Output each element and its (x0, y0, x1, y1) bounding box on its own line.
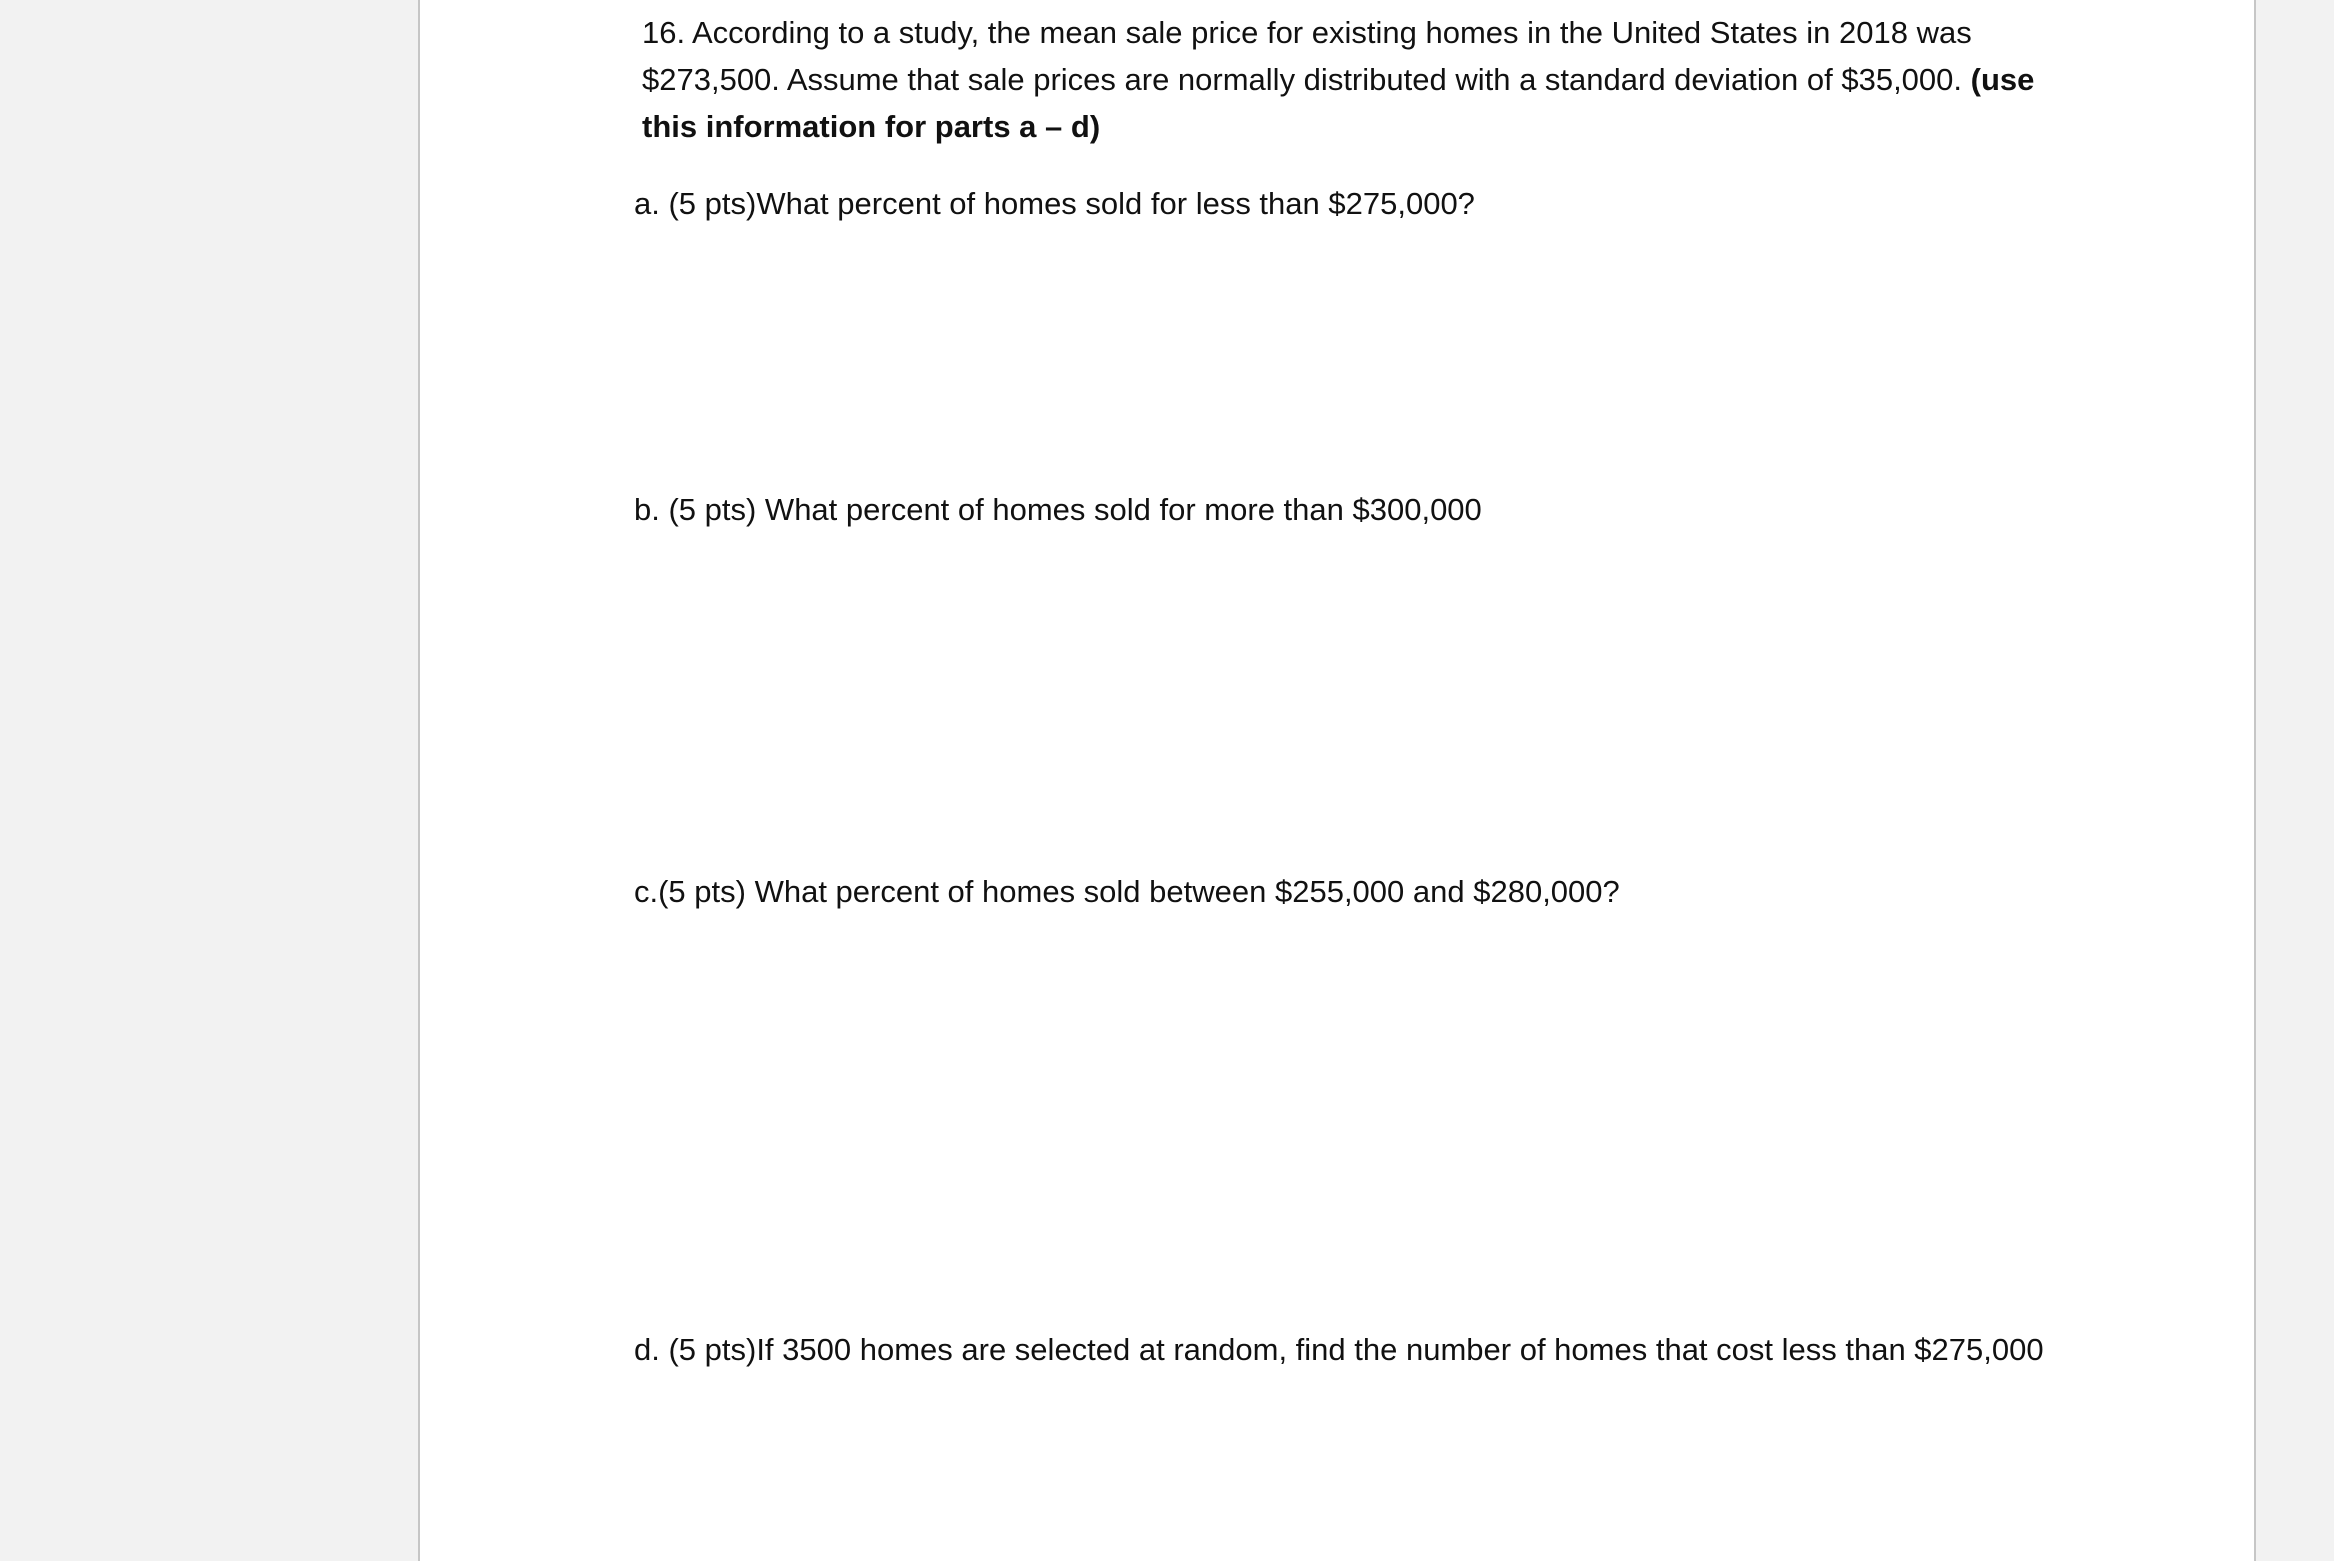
part-a-question: a. (5 pts)What percent of homes sold for less than $275,000? (634, 186, 1475, 221)
question-instruction-bold-start: (use (1970, 62, 2035, 97)
question-line-2 (642, 62, 2034, 98)
part-b-question: b. (5 pts) What percent of homes sold for more than $300,000 (634, 492, 1482, 527)
question-instruction-bold-end: this information for parts a – d) (642, 109, 1101, 144)
question-stats-text: $273,500. Assume that sale prices are normally distributed with a standard deviation of $35,000. (642, 62, 1971, 97)
document-page (418, 0, 2256, 1561)
part-d-question: d. (5 pts)If 3500 homes are selected at random, find the number of homes that cost less than $275,000 (634, 1332, 2044, 1367)
question-line-1 (642, 15, 1972, 51)
question-intro-text: 16. According to a study, the mean sale price for existing homes in the United States in 2018 was (642, 15, 1972, 50)
question-line-3 (642, 109, 1100, 145)
part-c-question: c.(5 pts) What percent of homes sold between $255,000 and $280,000? (634, 874, 1620, 909)
